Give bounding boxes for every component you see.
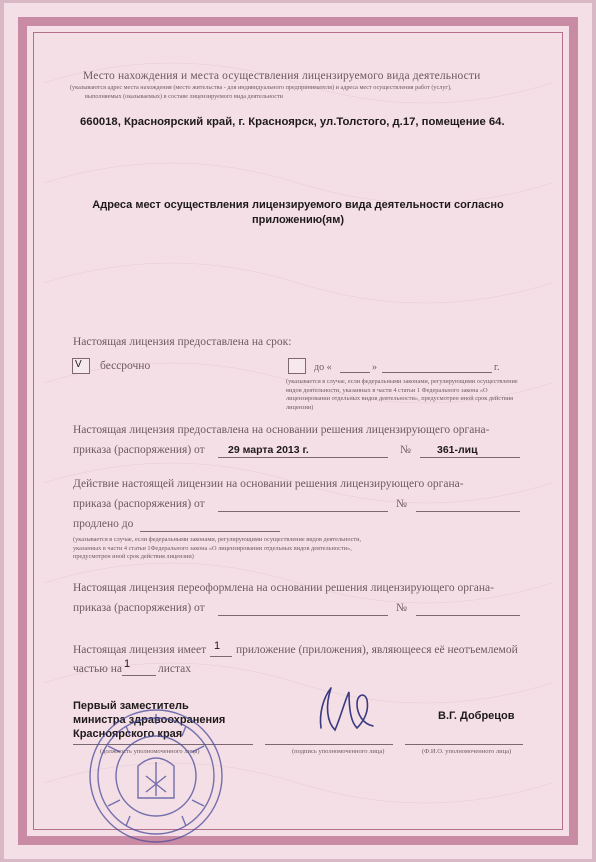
basis-number-sign: № xyxy=(400,444,411,456)
position-line-3: Красноярского края xyxy=(73,728,183,740)
header-title: Место нахождения и места осуществления лицензируемого вида деятельности xyxy=(83,70,481,82)
reissue-number-sign: № xyxy=(396,602,407,614)
signatory-name: В.Г. Добрецов xyxy=(438,710,515,722)
appendix-line2-prefix: частью на xyxy=(73,663,122,675)
name-caption: (Ф.И.О. уполномоченного лица) xyxy=(422,748,512,755)
until-label: до « xyxy=(314,362,332,373)
suspension-line-1: Действие настоящей лицензии на основании решения лицензирующего органа- xyxy=(73,478,464,490)
license-address: 660018, Красноярский край, г. Красноярск, ул.Толстого, д.17, помещение 64. xyxy=(80,116,505,128)
until-checkbox xyxy=(288,358,306,374)
position-line-1: Первый заместитель xyxy=(73,700,189,712)
appendix-prefix: Настоящая лицензия имеет xyxy=(73,644,207,656)
basis-line-2: приказа (распоряжения) от xyxy=(73,444,205,456)
indefinite-label: бессрочно xyxy=(100,360,151,372)
suspension-line-2: приказа (распоряжения) от xyxy=(73,498,205,510)
extended-label: продлено до xyxy=(73,518,134,530)
term-note: (указывается в случае, если федеральными законами, регулирующими осуществление видов деятельности, указанных в части 4 статьи 1 Федерального закона «О лицензировании отдельных видов деятельности», предусмотрен иной срок действия лицензии) xyxy=(286,378,518,411)
basis-line-1: Настоящая лицензия предоставлена на основании решения лицензирующего органа- xyxy=(73,424,490,436)
header-subtitle-2: выполняемых (оказываемых) в составе лицензируемого вида деятельности xyxy=(85,93,283,100)
reissue-line-1: Настоящая лицензия переоформлена на основании решения лицензирующего органа- xyxy=(73,582,494,594)
appendix-suffix: приложение (приложения), являющееся её неотъемлемой xyxy=(236,644,518,656)
position-line-2: министра здравоохранения xyxy=(73,714,226,726)
signature-caption: (подпись уполномоченного лица) xyxy=(292,748,385,755)
official-stamp-seal xyxy=(86,706,226,846)
term-label: Настоящая лицензия предоставлена на срок: xyxy=(73,336,292,348)
header-subtitle-1: (указываются адрес места нахождения (место жительства - для индивидуального предпринимателя) и адреса мест осуществления работ (услуг), xyxy=(70,84,452,91)
check-mark: V xyxy=(75,359,82,370)
handwritten-signature xyxy=(305,676,385,738)
until-mid: » xyxy=(372,362,377,373)
suspension-note: (указывается в случае, если федеральными законами, регулирующими осуществление видов деятельности, указанных в части 4 статьи 1Федерального закона «О лицензировании отдельных видов деятельности», предусмотрен иной срок действия лицензии) xyxy=(73,536,362,560)
indefinite-checkbox xyxy=(72,358,90,374)
basis-date: 29 марта 2013 г. xyxy=(228,444,309,456)
suspension-number-sign: № xyxy=(396,498,407,510)
addresses-heading-1: Адреса мест осуществления лицензируемого вида деятельности согласно xyxy=(92,199,504,211)
appendix-count: 1 xyxy=(214,640,221,652)
addresses-heading-2: приложению(ям) xyxy=(252,214,344,226)
reissue-line-2: приказа (распоряжения) от xyxy=(73,602,205,614)
appendix-line2-suffix: листах xyxy=(158,663,192,675)
appendix-sheets: 1 xyxy=(124,658,131,670)
basis-number: 361-лиц xyxy=(437,444,478,456)
until-end: г. xyxy=(494,362,500,373)
position-caption: (должность уполномоченного лица) xyxy=(100,748,200,755)
